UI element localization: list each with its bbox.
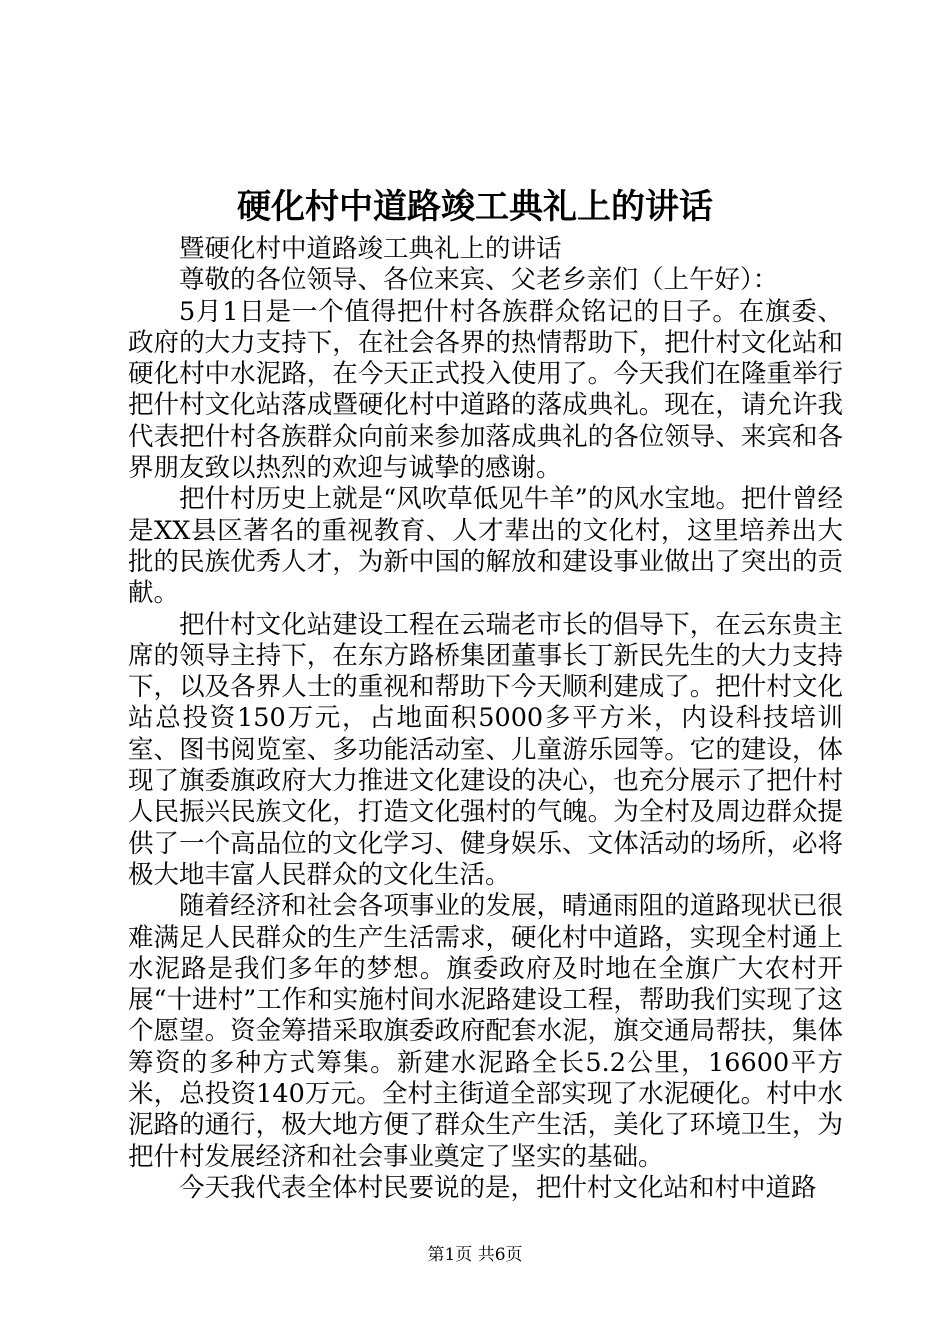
paragraph-subtitle: 暨硬化村中道路竣工典礼上的讲话 (179, 234, 562, 264)
paragraph-closing: 今天我代表全体村民要说的是，把什村文化站和村中道路 (179, 1172, 817, 1203)
document-title: 硬化村中道路竣工典礼上的讲话 (237, 187, 713, 227)
paragraph-history: 把什村历史上就是“风吹草低见牛羊”的风水宝地。把什曾经是XX县区著名的重视教育、人才辈出的文化村，这里培养出大批的民族优秀人才，为新中国的解放和建设事业做出了突出的贡献。 (128, 484, 843, 609)
paragraph-salutation: 尊敬的各位领导、各位来宾、父老乡亲们（上午好）： (179, 265, 779, 296)
document-body (128, 234, 843, 1204)
paragraph-culture-station: 把什村文化站建设工程在云瑞老市长的倡导下，在云东贵主席的领导主持下，在东方路桥集团董事长丁新民先生的大力支持下，以及各界人士的重视和帮助下今天顺利建成了。把什村文化站总投资150万元，占地面积5000多平方米，内设科技培训室、图书阅览室、多功能活动室、儿童游乐园等。它的建设，体现了旗委旗政府大力推进文化建设的决心，也充分展示了把什村人民振兴民族文化，打造文化强村的气魄。为全村及周边群众提供了一个高品位的文化学习、健身娱乐、文体活动的场所，必将极大地丰富人民群众的文化生活。 (128, 609, 843, 890)
page-number-footer: 第1页 共6页 (427, 1245, 523, 1265)
paragraph-opening: 5月1日是一个值得把什村各族群众铭记的日子。在旗委、政府的大力支持下，在社会各界的热情帮助下，把什村文化站和硬化村中水泥路，在今天正式投入使用了。今天我们在隆重举行把什村文化站落成暨硬化村中道路的落成典礼。现在，请允许我代表把什村各族群众向前来参加落成典礼的各位领导、来宾和各界朋友致以热烈的欢迎与诚挚的感谢。 (128, 296, 843, 484)
paragraph-road-construction: 随着经济和社会各项事业的发展，晴通雨阻的道路现状已很难满足人民群众的生产生活需求，硬化村中道路，实现全村通上水泥路是我们多年的梦想。旗委政府及时地在全旗广大农村开展“十进村”工作和实施村间水泥路建设工程，帮助我们实现了这个愿望。资金筹措采取旗委政府配套水泥，旗交通局帮扶，集体筹资的多种方式筹集。新建水泥路全长5.2公里，16600平方米，总投资140万元。全村主街道全部实现了水泥硬化。村中水泥路的通行，极大地方便了群众生产生活，美化了环境卫生，为把什村发展经济和社会事业奠定了坚实的基础。 (128, 891, 843, 1172)
